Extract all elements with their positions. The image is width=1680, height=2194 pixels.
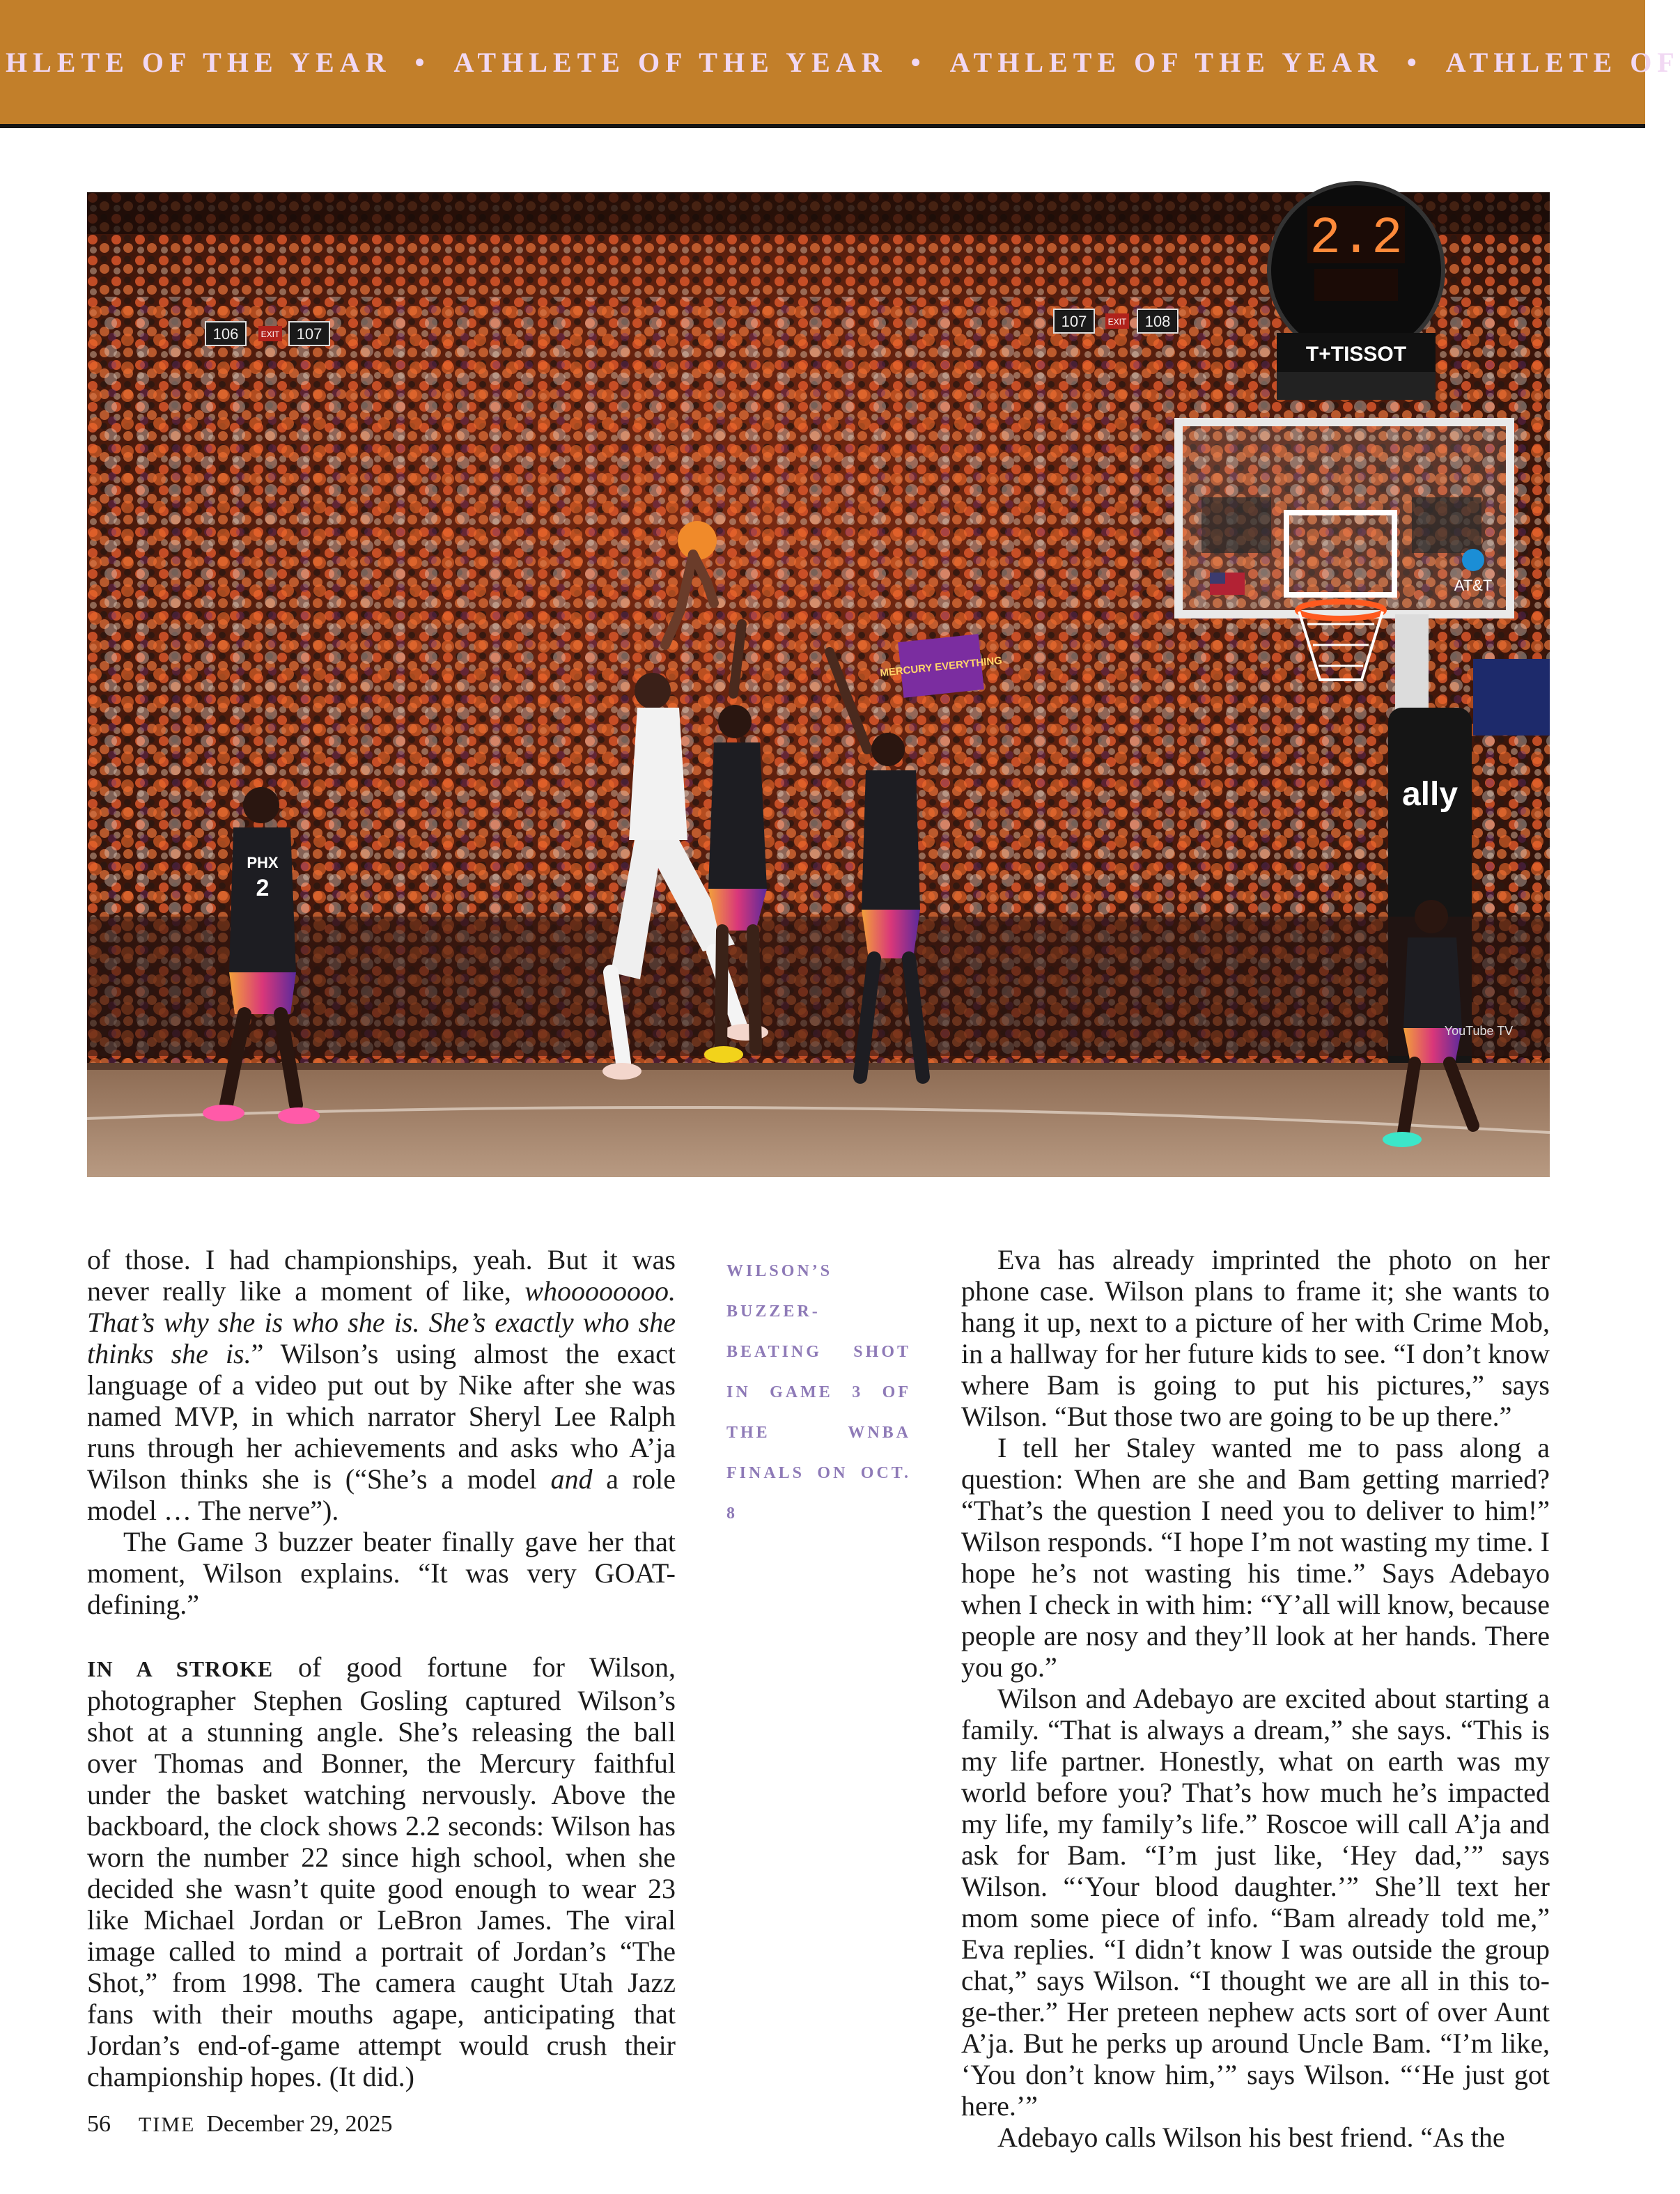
text-run: of those. I had championships, yeah. But it was never really like a moment of like,	[87, 1244, 676, 1307]
ally-logo: ally	[1401, 776, 1459, 813]
exit-sign: EXIT	[260, 329, 280, 339]
article-paragraph	[87, 1244, 676, 1526]
article-column-left	[87, 1244, 676, 2092]
banner-separator: •	[1406, 47, 1422, 78]
text-run: of good fortune for Wilson, photographer Stephen Gosling captured Wilson’s shot at a stunning angle. She’s releasing the ball over Thomas and Bonner, the Mercury faithful under the basket watching nervously. Above the backboard, the clock shows 2.2 seconds: Wilson has worn the number 22 since high school, when she decided she wasn’t quite good enough to wear 23 like Michael Jordan or LeBron James. The viral image called to mind a portrait of Jordan’s “The Shot,” from 1998. The camera caught Utah Jazz fans with their mouths agape, anticipating that Jordan’s end-of-game attempt would crush their championship hopes. (It did.)	[87, 1651, 676, 2092]
issue-date: December 29, 2025	[206, 2111, 393, 2137]
section-banner	[0, 0, 1680, 124]
text-run-italic: whoooooooo. That’s why she is who she is. She’s exactly who she thinks she is.	[87, 1275, 676, 1369]
shot-clock	[1269, 183, 1443, 400]
banner-separator: •	[910, 47, 926, 78]
text-run: ” Wilson’s using almost the exact language of a video put out by Nike after she was named MVP, in which narrator Sheryl Lee Ralph runs through her achievements and asks who A’ja Wilson thinks she is (“She’s a model	[87, 1338, 676, 1495]
jersey-team: PHX	[247, 854, 279, 871]
section-number: 107	[1061, 313, 1087, 330]
banner-separator: •	[414, 47, 430, 78]
article-column-right	[961, 1244, 1550, 2153]
banner-segment: ATHLETE OF THE YEAR	[949, 47, 1383, 78]
article-paragraph: The Game 3 buzzer beater finally gave her that moment, Wilson explains. “It was very GOAT-defining.”	[87, 1526, 676, 1620]
article-paragraph: Wilson and Adebayo are excited about starting a family. “That is always a dream,” she says. “This is my life partner. Honestly, what on earth was my world before you? That’s how much he’s impacted my life, my family’s life.” Roscoe will call A’ja and ask for Bam. “I’m just like, ‘Hey dad,’” says Wilson. “‘Your blood daughter.’” She’ll text her mom some piece of info. “Bam already told me,” Eva replies. “I didn’t know I was outside the group chat,” says Wilson. “I thought we are all in this to-ge-ther.” Her preteen nephew acts sort of over Aunt A’ja. But he perks up around Uncle Bam. “I’m like, ‘You don’t know him,’” says Wilson. “‘He just got here.’”	[961, 1683, 1550, 2122]
banner-segment: ATHLETE OF THE YEAR	[453, 47, 887, 78]
youtube-tv-board: YouTube TV	[1444, 1024, 1514, 1038]
shot-clock-display: 2.2	[1309, 210, 1403, 268]
game-photo	[87, 192, 1550, 1177]
banner-text	[6, 46, 1680, 79]
tissot-logo: T+TISSOT	[1305, 343, 1407, 366]
article-paragraph: Adebayo calls Wilson his best friend. “As the	[997, 2122, 1505, 2153]
article-paragraph: I tell her Staley wanted me to pass along a question: When are she and Bam getting married? “That’s the question I need you to deliver to him!” Wilson responds. “I hope I’m not wasting my time. I hope he’s not wasting his time.” Says Adebayo when I check in with him: “Y’all will know, because people are nosy and they’ll look at her hands. There you go.”	[961, 1432, 1550, 1683]
text-run: a role model … The nerve”).	[87, 1463, 676, 1526]
text-run-italic: and	[550, 1463, 593, 1495]
section-number: 106	[212, 325, 239, 343]
page-footer	[87, 2110, 393, 2139]
jersey-number: 2	[256, 875, 270, 901]
exit-sign: EXIT	[1107, 317, 1127, 327]
section-number: 108	[1144, 313, 1171, 330]
photo-caption: WILSON’S BUZZER-BEATING SHOT IN GAME 3 OF THE WNBA FINALS ON OCT. 8	[726, 1262, 911, 1523]
banner-segment: ATHLETE OF	[1445, 47, 1680, 78]
magazine-name: TIME	[139, 2113, 196, 2136]
banner-rule	[0, 124, 1645, 128]
section-number: 107	[296, 325, 322, 343]
article-paragraph: Eva has already imprinted the photo on her phone case. Wilson plans to frame it; she wants to hang it up, next to a picture of her with Crime Mob, in a hallway for her future kids to see. “I don’t know where Bam is going to put his pictures,” says Wilson. “But those two are going to be up there.”	[961, 1244, 1550, 1432]
section-lead-in: IN A STROKE	[87, 1656, 274, 1681]
page-number: 56	[87, 2111, 111, 2137]
section-break	[87, 1620, 676, 1651]
article-paragraph	[87, 1651, 676, 2092]
att-logo: AT&T	[1454, 577, 1493, 594]
fan-sign-text: MERCURY EVERYTHING	[879, 654, 1003, 680]
photo-illustration	[87, 192, 1550, 1177]
banner-segment: HLETE OF THE YEAR	[6, 47, 391, 78]
